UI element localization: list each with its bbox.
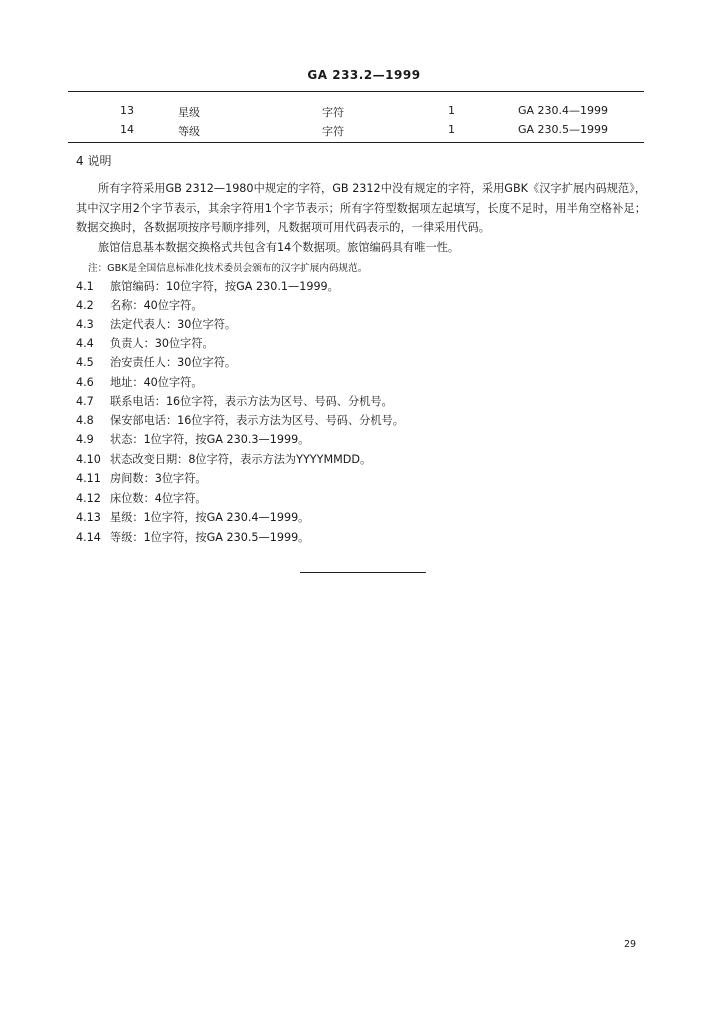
item-text: 旅馆编码：10位字符，按GA 230.1—1999。 [110, 280, 339, 293]
list-item [76, 412, 404, 430]
item-text: 保安部电话：16位字符，表示方法为区号、号码、分机号。 [110, 414, 404, 427]
document-header-title: GA 233.2—1999 [307, 68, 421, 82]
item-text: 房间数：3位字符。 [110, 472, 207, 485]
list-item [76, 335, 214, 353]
paragraph [76, 238, 646, 258]
list-item [76, 431, 309, 449]
item-text: 状态：1位字符，按GA 230.3—1999。 [110, 433, 310, 446]
item-number: 4.2 [76, 299, 94, 312]
item-number: 4.1 [76, 280, 94, 293]
list-item [76, 374, 203, 392]
item-number: 4.7 [76, 395, 94, 408]
header-divider [68, 91, 644, 92]
table-row [0, 104, 728, 122]
item-number: 4.6 [76, 376, 94, 389]
list-item [76, 490, 207, 508]
table-cell-name: 星级 [178, 106, 200, 119]
paragraph-text: 旅馆信息基本数据交换格式共包含有14个数据项。旅馆编码具有唯一性。 [98, 241, 460, 254]
item-text: 星级：1位字符，按GA 230.4—1999。 [110, 511, 310, 524]
item-text: 负责人：30位字符。 [110, 337, 214, 350]
paragraph-text: 所有字符采用GB 2312—1980中规定的字符，GB 2312中没有规定的字符，采用GBK《汉字扩展内码规范》，其中汉字用2个字节表示，其余字符用1个字节表示；所有字符型数据项左起填写，长度不足时，用半角空格补足；数据交换时，各数据项按序号顺序排列，凡数据项可用代码表示的，一律采用代码。 [76, 182, 646, 234]
item-number: 4.4 [76, 337, 94, 350]
item-number: 4.12 [76, 492, 101, 505]
table-cell-length: 1 [448, 104, 455, 117]
table-cell-length: 1 [448, 123, 455, 136]
list-item [76, 316, 236, 334]
list-item [76, 278, 339, 296]
table-row [0, 123, 728, 141]
item-number: 4.3 [76, 318, 94, 331]
item-number: 4.9 [76, 433, 94, 446]
paragraph [76, 179, 646, 238]
table-cell-standard: GA 230.4—1999 [518, 104, 609, 117]
item-number: 4.11 [76, 472, 101, 485]
list-item [76, 297, 203, 315]
item-text: 治安责任人：30位字符。 [110, 356, 237, 369]
page-number: 29 [624, 939, 637, 950]
item-text: 地址：40位字符。 [110, 376, 203, 389]
list-item [76, 393, 393, 411]
section-title: 4 说明 [76, 154, 112, 168]
item-text: 名称：40位字符。 [110, 299, 203, 312]
item-text: 等级：1位字符，按GA 230.5—1999。 [110, 531, 310, 544]
table-cell-number: 13 [120, 104, 134, 117]
item-number: 4.14 [76, 531, 101, 544]
list-item [76, 509, 309, 527]
item-text: 联系电话：16位字符，表示方法为区号、号码、分机号。 [110, 395, 393, 408]
table-cell-standard: GA 230.5—1999 [518, 123, 609, 136]
item-text: 床位数：4位字符。 [110, 492, 207, 505]
table-bottom-rule [68, 142, 644, 143]
list-item [76, 354, 236, 372]
end-of-document-rule [300, 572, 426, 573]
footnote: 注：GBK是全国信息标准化技术委员会颁布的汉字扩展内码规范。 [88, 263, 368, 274]
table-cell-type: 字符 [322, 106, 344, 119]
table-cell-number: 14 [120, 123, 134, 136]
item-text: 状态改变日期：8位字符，表示方法为YYYYMMDD。 [110, 453, 372, 466]
table-cell-name: 等级 [178, 125, 200, 138]
list-item [76, 451, 371, 469]
item-number: 4.8 [76, 414, 94, 427]
list-item [76, 529, 309, 547]
item-number: 4.10 [76, 453, 101, 466]
item-text: 法定代表人：30位字符。 [110, 318, 237, 331]
item-number: 4.13 [76, 511, 101, 524]
item-number: 4.5 [76, 356, 94, 369]
list-item [76, 470, 207, 488]
table-cell-type: 字符 [322, 125, 344, 138]
